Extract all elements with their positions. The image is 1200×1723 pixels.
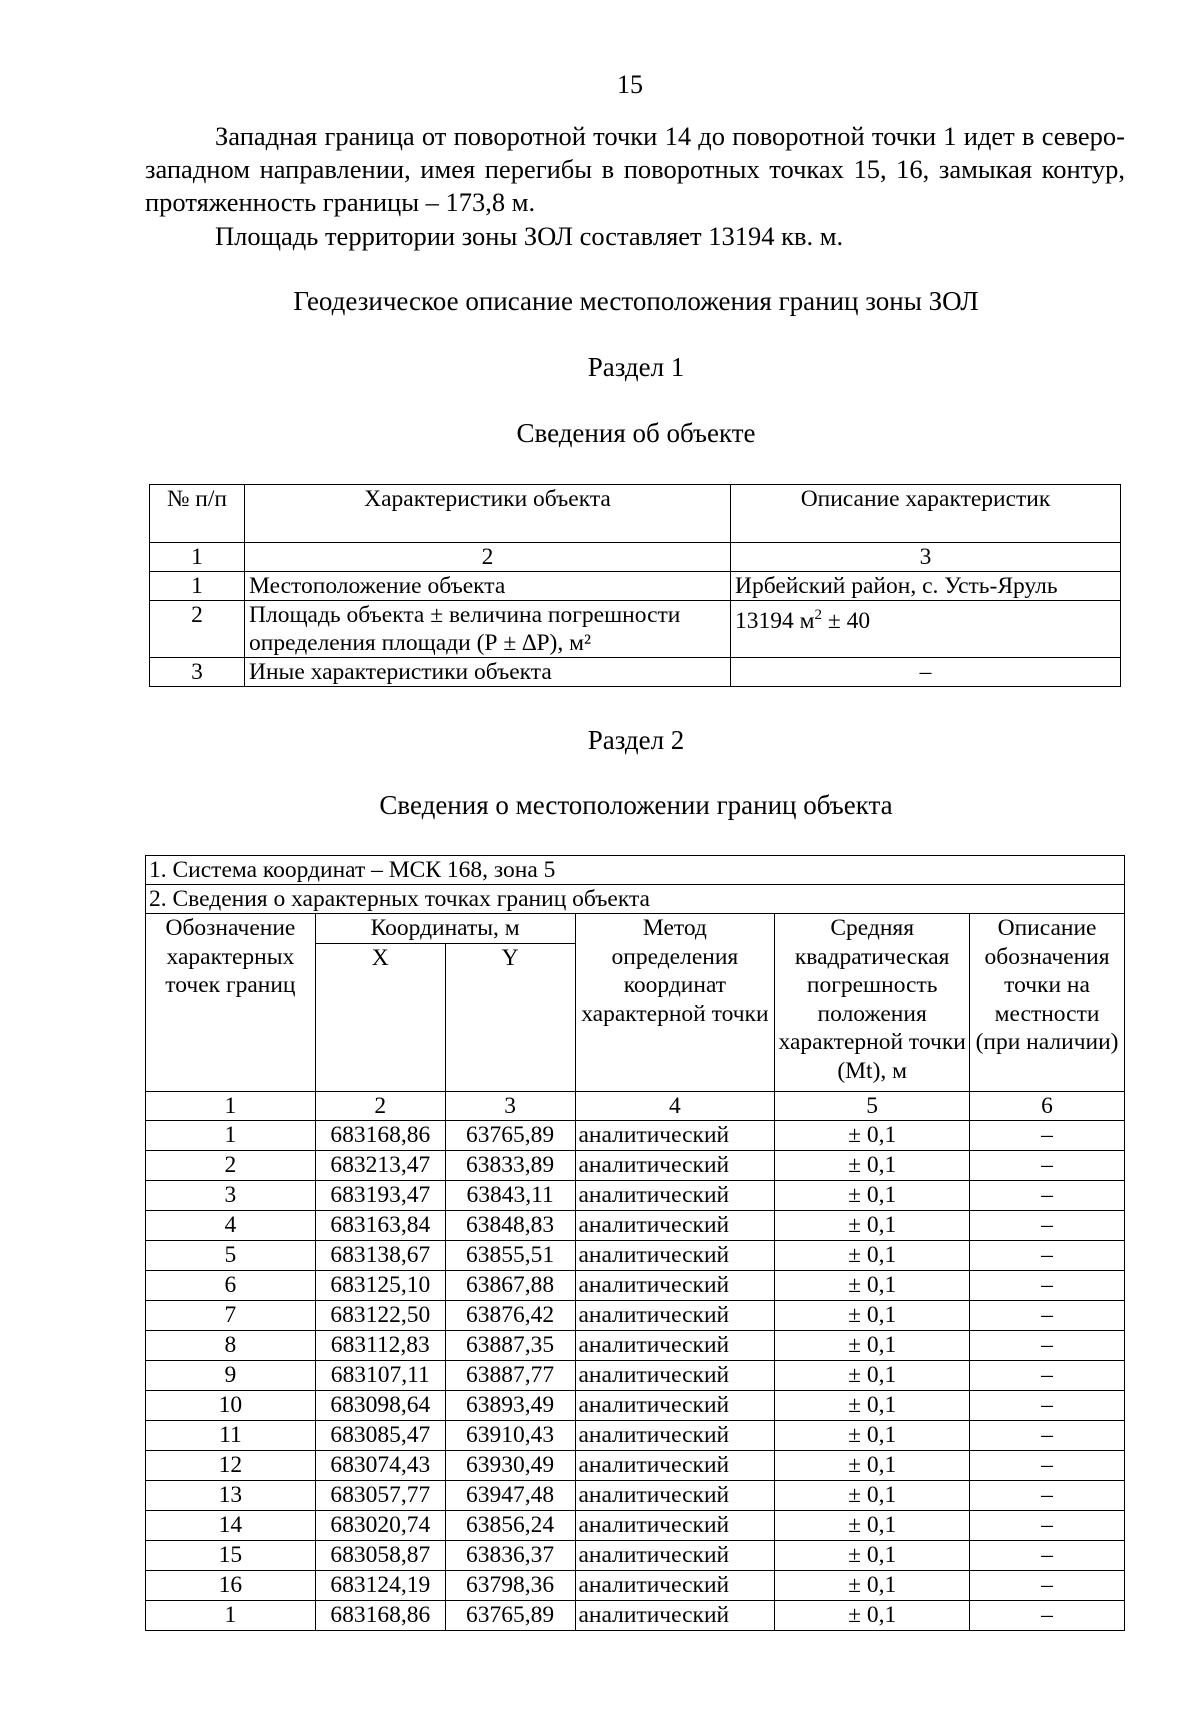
point-description: – <box>970 1600 1125 1630</box>
table1-header-row <box>150 485 1121 543</box>
point-description: – <box>970 1450 1125 1480</box>
point-y: 63893,49 <box>445 1390 575 1420</box>
points-body <box>146 1120 1125 1630</box>
table1-row-characteristic: Иные характеристики объекта <box>245 658 731 687</box>
table-row <box>146 1300 1125 1330</box>
header-x: X <box>315 943 445 1091</box>
point-x: 683020,74 <box>315 1510 445 1540</box>
point-method: аналитический <box>575 1570 775 1600</box>
point-designation: 8 <box>146 1330 316 1360</box>
point-y: 63855,51 <box>445 1240 575 1270</box>
coordinate-system-row <box>146 856 1125 885</box>
table1-header-characteristics: Характеристики объекта <box>245 485 731 543</box>
point-mt: ± 0,1 <box>775 1420 970 1450</box>
table-row <box>150 658 1121 687</box>
table1-header-description: Описание характеристик <box>731 485 1121 543</box>
point-x: 683213,47 <box>315 1150 445 1180</box>
point-y: 63843,11 <box>445 1180 575 1210</box>
western-border-paragraph <box>145 120 1125 219</box>
area-value: 13194 м <box>735 607 815 634</box>
table-row <box>146 1450 1125 1480</box>
header-y: Y <box>445 943 575 1091</box>
table-row <box>146 1150 1125 1180</box>
table-row <box>146 1210 1125 1240</box>
header-coordinates: Координаты, м <box>315 914 575 944</box>
point-y: 63867,88 <box>445 1270 575 1300</box>
point-mt: ± 0,1 <box>775 1240 970 1270</box>
header-method: Метод определения координат характерной точки <box>575 914 775 1092</box>
header-error: Средняя квадратическая погрешность положения характерной точки (Mt), м <box>775 914 970 1092</box>
point-y: 63887,35 <box>445 1330 575 1360</box>
point-designation: 1 <box>146 1600 316 1630</box>
point-description: – <box>970 1120 1125 1150</box>
point-y: 63765,89 <box>445 1600 575 1630</box>
table2-colnum: 4 <box>575 1091 775 1120</box>
table1-row-description <box>731 601 1121 658</box>
point-description: – <box>970 1270 1125 1300</box>
geodetic-heading: Геодезическое описание местоположения границ зоны ЗОЛ <box>293 286 979 316</box>
point-method: аналитический <box>575 1480 775 1510</box>
point-method: аналитический <box>575 1330 775 1360</box>
point-x: 683085,47 <box>315 1420 445 1450</box>
table2-colnum: 5 <box>775 1091 970 1120</box>
table-row <box>146 1120 1125 1150</box>
point-mt: ± 0,1 <box>775 1450 970 1480</box>
point-y: 63930,49 <box>445 1450 575 1480</box>
section-2-heading: Раздел 2 <box>587 725 685 755</box>
point-designation: 15 <box>146 1540 316 1570</box>
point-designation: 1 <box>146 1120 316 1150</box>
table1-colnum: 1 <box>150 543 245 572</box>
point-mt: ± 0,1 <box>775 1360 970 1390</box>
area-paragraph <box>145 220 1125 253</box>
point-method: аналитический <box>575 1420 775 1450</box>
point-method: аналитический <box>575 1210 775 1240</box>
table-row <box>146 1600 1125 1630</box>
table1-column-numbers-row <box>150 543 1121 572</box>
point-y: 63848,83 <box>445 1210 575 1240</box>
table-row <box>146 1180 1125 1210</box>
table-row <box>150 572 1121 601</box>
point-method: аналитический <box>575 1180 775 1210</box>
table2-header-row <box>146 914 1125 944</box>
point-x: 683112,83 <box>315 1330 445 1360</box>
point-y: 63765,89 <box>445 1120 575 1150</box>
point-mt: ± 0,1 <box>775 1120 970 1150</box>
point-designation: 7 <box>146 1300 316 1330</box>
point-x: 683122,50 <box>315 1300 445 1330</box>
table1-row-number: 2 <box>150 601 245 658</box>
point-x: 683057,77 <box>315 1480 445 1510</box>
table2-colnum: 2 <box>315 1091 445 1120</box>
table-row <box>146 1390 1125 1420</box>
point-mt: ± 0,1 <box>775 1150 970 1180</box>
table1-colnum: 3 <box>731 543 1121 572</box>
point-mt: ± 0,1 <box>775 1210 970 1240</box>
table1-colnum: 2 <box>245 543 731 572</box>
table-row <box>146 1270 1125 1300</box>
object-characteristics-table <box>149 484 1121 687</box>
point-description: – <box>970 1480 1125 1510</box>
point-x: 683074,43 <box>315 1450 445 1480</box>
point-x: 683138,67 <box>315 1240 445 1270</box>
point-method: аналитический <box>575 1390 775 1420</box>
point-description: – <box>970 1240 1125 1270</box>
table-row <box>146 1330 1125 1360</box>
point-mt: ± 0,1 <box>775 1510 970 1540</box>
table-row <box>146 1240 1125 1270</box>
points-title-row <box>146 885 1125 914</box>
point-description: – <box>970 1570 1125 1600</box>
point-designation: 9 <box>146 1360 316 1390</box>
area-text: Площадь территории зоны ЗОЛ составляет 13194 кв. м. <box>215 221 844 251</box>
table1-row-characteristic: Местоположение объекта <box>245 572 731 601</box>
point-method: аналитический <box>575 1240 775 1270</box>
point-designation: 13 <box>146 1480 316 1510</box>
point-mt: ± 0,1 <box>775 1300 970 1330</box>
point-y: 63876,42 <box>445 1300 575 1330</box>
table1-row-number: 3 <box>150 658 245 687</box>
table-row <box>146 1420 1125 1450</box>
point-designation: 14 <box>146 1510 316 1540</box>
table2-colnum: 1 <box>146 1091 316 1120</box>
point-method: аналитический <box>575 1540 775 1570</box>
point-designation: 10 <box>146 1390 316 1420</box>
table2-column-numbers-row <box>146 1091 1125 1120</box>
point-description: – <box>970 1150 1125 1180</box>
section-1-heading: Раздел 1 <box>587 352 685 382</box>
table-row <box>146 1360 1125 1390</box>
table1-header-number: № п/п <box>150 485 245 543</box>
area-tolerance: ± 40 <box>822 607 871 634</box>
object-info-heading: Сведения об объекте <box>516 418 756 448</box>
boundary-points-table <box>145 855 1125 1631</box>
point-y: 63887,77 <box>445 1360 575 1390</box>
point-designation: 6 <box>146 1270 316 1300</box>
points-title: 2. Сведения о характерных точках границ объекта <box>146 885 1125 914</box>
point-y: 63910,43 <box>445 1420 575 1450</box>
table1-row-description: Ирбейский район, с. Усть-Яруль <box>731 572 1121 601</box>
point-x: 683058,87 <box>315 1540 445 1570</box>
point-description: – <box>970 1510 1125 1540</box>
point-y: 63947,48 <box>445 1480 575 1510</box>
point-description: – <box>970 1210 1125 1240</box>
page-number: 15 <box>617 70 643 99</box>
point-mt: ± 0,1 <box>775 1390 970 1420</box>
point-x: 683107,11 <box>315 1360 445 1390</box>
table-row <box>146 1540 1125 1570</box>
point-method: аналитический <box>575 1150 775 1180</box>
header-designation: Обозначение характерных точек границ <box>146 914 316 1092</box>
area-unit-exponent: 2 <box>814 607 822 623</box>
western-border-text: Западная граница от поворотной точки 14 до поворотной точки 1 идет в северо-западном направлении, имея перегибы в поворотных точках 15, 16, замыкая контур, протяженность границы – 173,8 м. <box>145 121 1125 217</box>
point-description: – <box>970 1420 1125 1450</box>
point-x: 683124,19 <box>315 1570 445 1600</box>
point-method: аналитический <box>575 1360 775 1390</box>
table1-row-characteristic: Площадь объекта ± величина погрешности определения площади (Р ± ∆Р), м² <box>245 601 731 658</box>
point-description: – <box>970 1300 1125 1330</box>
point-x: 683125,10 <box>315 1270 445 1300</box>
point-designation: 12 <box>146 1450 316 1480</box>
point-x: 683193,47 <box>315 1180 445 1210</box>
point-method: аналитический <box>575 1600 775 1630</box>
table-row <box>146 1510 1125 1540</box>
point-method: аналитический <box>575 1120 775 1150</box>
point-designation: 2 <box>146 1150 316 1180</box>
point-mt: ± 0,1 <box>775 1270 970 1300</box>
point-description: – <box>970 1330 1125 1360</box>
table2-colnum: 3 <box>445 1091 575 1120</box>
point-description: – <box>970 1180 1125 1210</box>
table1-row-number: 1 <box>150 572 245 601</box>
table-row <box>146 1480 1125 1510</box>
point-mt: ± 0,1 <box>775 1480 970 1510</box>
point-x: 683168,86 <box>315 1600 445 1630</box>
point-method: аналитический <box>575 1270 775 1300</box>
point-y: 63836,37 <box>445 1540 575 1570</box>
point-mt: ± 0,1 <box>775 1600 970 1630</box>
point-x: 683163,84 <box>315 1210 445 1240</box>
point-y: 63798,36 <box>445 1570 575 1600</box>
point-designation: 4 <box>146 1210 316 1240</box>
point-method: аналитический <box>575 1300 775 1330</box>
point-mt: ± 0,1 <box>775 1330 970 1360</box>
coordinate-system: 1. Система координат – МСК 168, зона 5 <box>146 856 1125 885</box>
point-mt: ± 0,1 <box>775 1180 970 1210</box>
point-x: 683168,86 <box>315 1120 445 1150</box>
table2-colnum: 6 <box>970 1091 1125 1120</box>
point-method: аналитический <box>575 1510 775 1540</box>
point-y: 63856,24 <box>445 1510 575 1540</box>
point-description: – <box>970 1390 1125 1420</box>
point-mt: ± 0,1 <box>775 1570 970 1600</box>
point-designation: 5 <box>146 1240 316 1270</box>
point-description: – <box>970 1360 1125 1390</box>
point-designation: 3 <box>146 1180 316 1210</box>
header-description: Описание обозначения точки на местности (при наличии) <box>970 914 1125 1092</box>
point-designation: 16 <box>146 1570 316 1600</box>
point-x: 683098,64 <box>315 1390 445 1420</box>
table1-row-description: – <box>731 658 1121 687</box>
point-mt: ± 0,1 <box>775 1540 970 1570</box>
table-row <box>146 1570 1125 1600</box>
point-description: – <box>970 1540 1125 1570</box>
location-info-heading: Сведения о местоположении границ объекта <box>379 790 893 820</box>
point-method: аналитический <box>575 1450 775 1480</box>
point-designation: 11 <box>146 1420 316 1450</box>
point-y: 63833,89 <box>445 1150 575 1180</box>
table-row <box>150 601 1121 658</box>
